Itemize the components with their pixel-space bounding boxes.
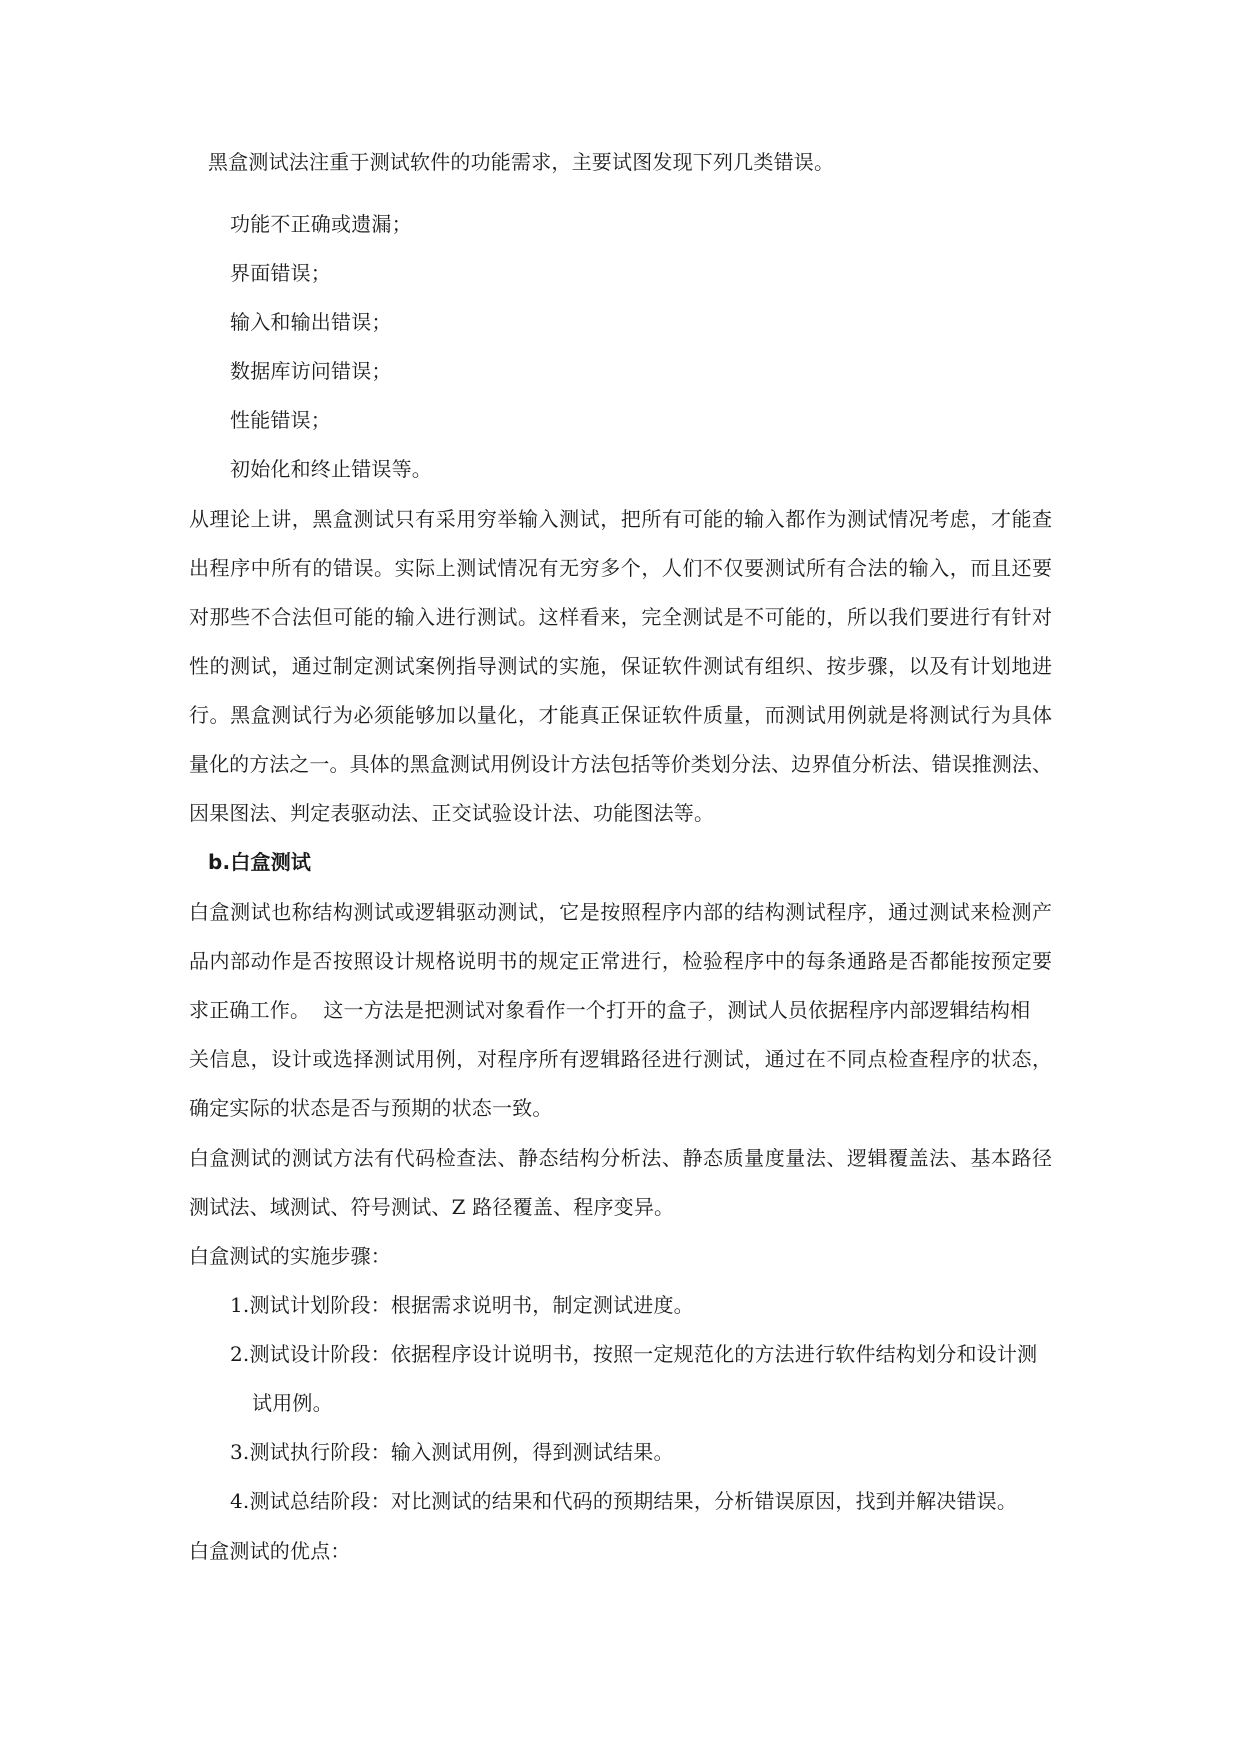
paragraph-line: 白盒测试的测试方法有代码检查法、静态结构分析法、静态质量度量法、逻辑覆盖法、基本路径 — [189, 1146, 1052, 1170]
step-item-continuation: 试用例。 — [252, 1391, 333, 1415]
paragraph-line: 品内部动作是否按照设计规格说明书的规定正常进行，检验程序中的每条通路是否都能按预定要 — [189, 949, 1052, 973]
paragraph-line: 从理论上讲，黑盒测试只有采用穷举输入测试，把所有可能的输入都作为测试情况考虑，才能查 — [189, 507, 1052, 531]
error-item: 输入和输出错误； — [230, 310, 392, 334]
error-item: 性能错误； — [230, 408, 331, 432]
error-item: 界面错误； — [230, 261, 331, 285]
paragraph-line: 出程序中所有的错误。实际上测试情况有无穷多个，人们不仅要测试所有合法的输入，而且还要 — [189, 556, 1052, 580]
error-item: 功能不正确或遗漏； — [230, 212, 412, 236]
error-item: 数据库访问错误； — [230, 359, 392, 383]
step-item: 2.测试设计阶段：依据程序设计说明书，按照一定规范化的方法进行软件结构划分和设计测 — [230, 1342, 1038, 1366]
intro-text: 黑盒测试法注重于测试软件的功能需求，主要试图发现下列几类错误。 — [208, 150, 835, 174]
paragraph-line: 测试法、域测试、符号测试、Z 路径覆盖、程序变异。 — [189, 1195, 675, 1219]
advantages-intro: 白盒测试的优点： — [189, 1539, 351, 1563]
paragraph-line: 行。黑盒测试行为必须能够加以量化，才能真正保证软件质量，而测试用例就是将测试行为具体 — [189, 703, 1052, 727]
steps-intro: 白盒测试的实施步骤： — [189, 1244, 391, 1268]
step-item: 3.测试执行阶段：输入测试用例，得到测试结果。 — [230, 1440, 674, 1464]
section-heading: b.白盒测试 — [208, 850, 312, 874]
paragraph-line: 确定实际的状态是否与预期的状态一致。 — [189, 1096, 553, 1120]
paragraph-line: 性的测试，通过制定测试案例指导测试的实施，保证软件测试有组织、按步骤，以及有计划地进 — [189, 654, 1052, 678]
paragraph-line: 白盒测试也称结构测试或逻辑驱动测试，它是按照程序内部的结构测试程序，通过测试来检测产 — [189, 900, 1052, 924]
paragraph-line: 求正确工作。 这一方法是把测试对象看作一个打开的盒子，测试人员依据程序内部逻辑结构相 — [189, 998, 1031, 1022]
paragraph-line: 因果图法、判定表驱动法、正交试验设计法、功能图法等。 — [189, 801, 715, 825]
paragraph-line: 量化的方法之一。具体的黑盒测试用例设计方法包括等价类划分法、边界值分析法、错误推测法、 — [189, 752, 1052, 776]
step-item: 4.测试总结阶段：对比测试的结果和代码的预期结果，分析错误原因，找到并解决错误。 — [230, 1489, 1018, 1513]
paragraph-line: 对那些不合法但可能的输入进行测试。这样看来，完全测试是不可能的，所以我们要进行有针对 — [189, 605, 1052, 629]
paragraph-line: 关信息，设计或选择测试用例，对程序所有逻辑路径进行测试，通过在不同点检查程序的状态， — [189, 1047, 1052, 1071]
error-item: 初始化和终止错误等。 — [230, 457, 432, 481]
step-item: 1.测试计划阶段：根据需求说明书，制定测试进度。 — [230, 1293, 694, 1317]
